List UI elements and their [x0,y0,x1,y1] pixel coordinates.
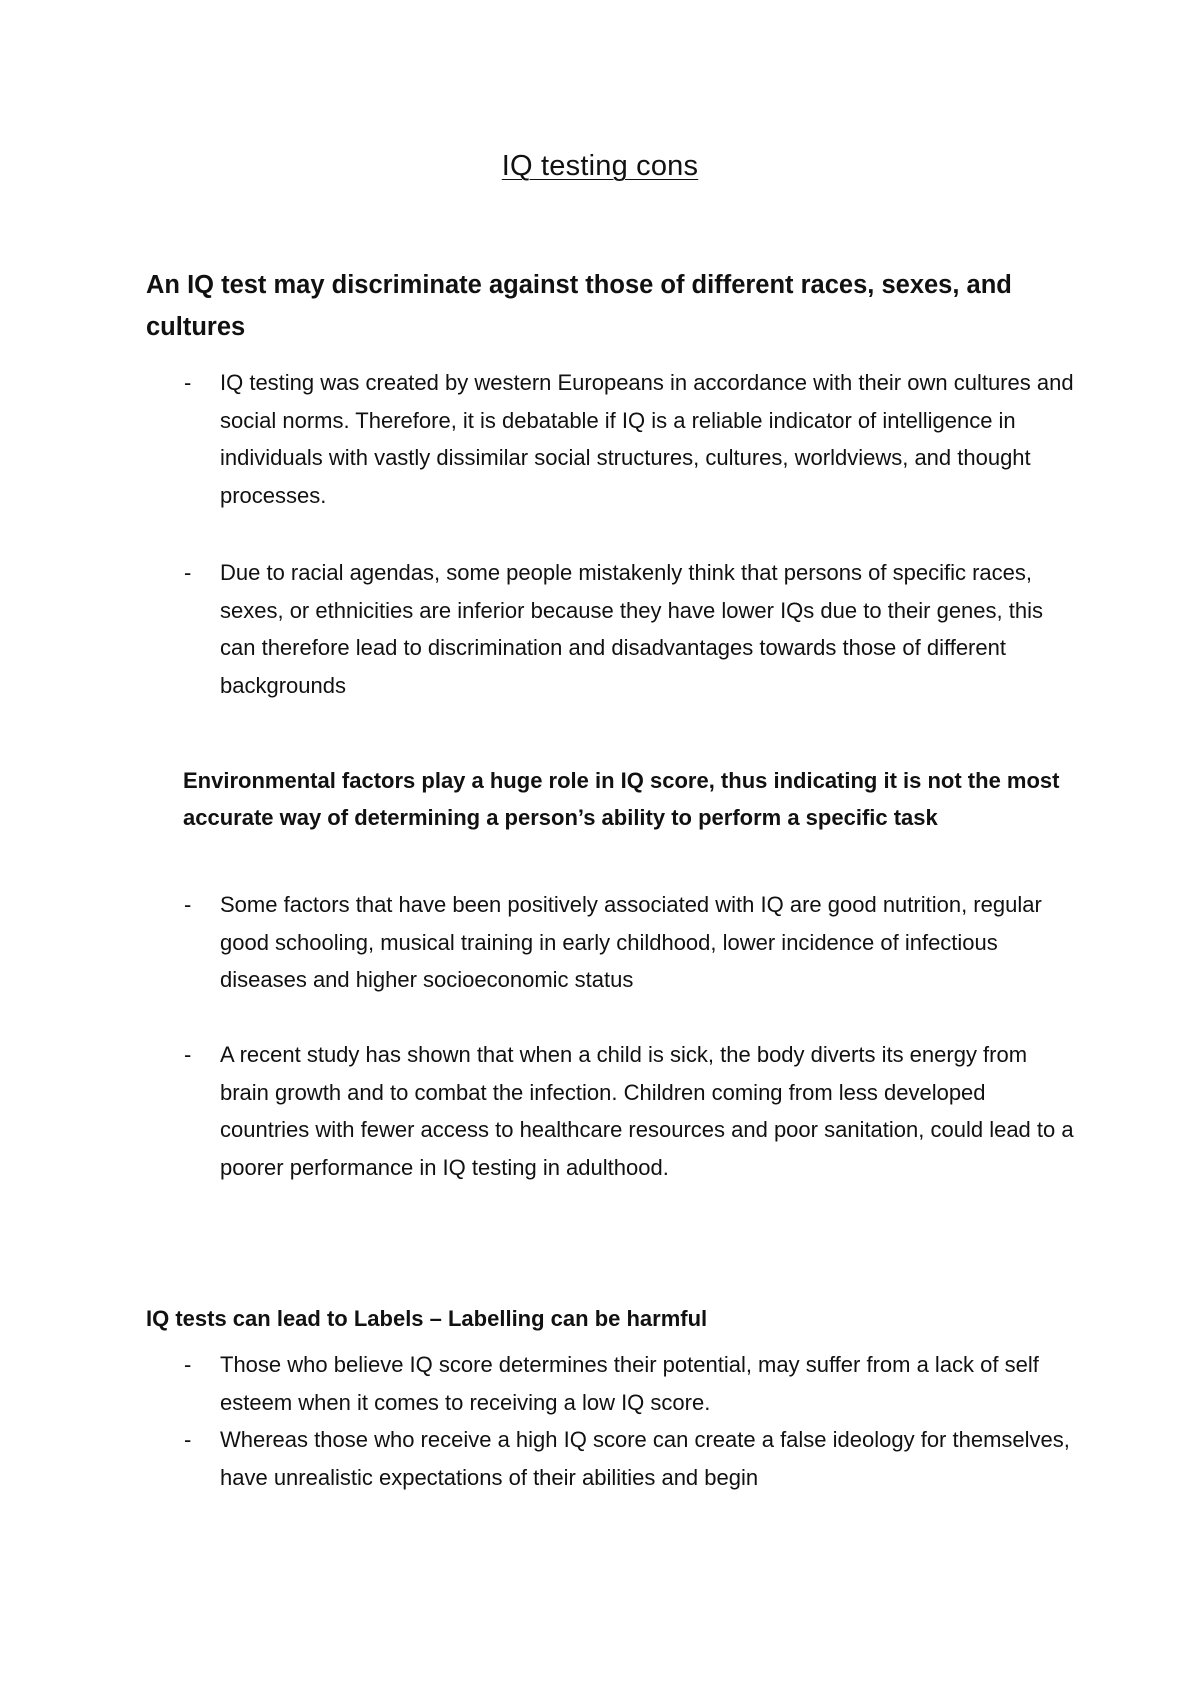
bullet-dash: - [184,892,192,917]
list-item-text: Due to racial agendas, some people mistakenly think that persons of specific races, sexes, or ethnicities are inferior because they have lower IQs due to their genes, this can therefore lead to discrimination and disadvantages towards those of different backgrounds [220,560,1043,698]
section-heading-discrimination: An IQ test may discriminate against those of different races, sexes, and cultures [146,271,1012,341]
list-item [184,554,1084,704]
section-heading-labels: IQ tests can lead to Labels – Labelling can be harmful [146,1306,708,1331]
list-item-text: Some factors that have been positively associated with IQ are good nutrition, regular good schooling, musical training in early childhood, lower incidence of infectious diseases and higher socioeconomic status [220,892,1042,992]
section-heading-environmental-factors: Environmental factors play a huge role in IQ score, thus indicating it is not the most accurate way of determining a person’s ability to perform a specific task [183,768,1060,830]
list-item [184,1421,1084,1496]
list-item [184,1036,1084,1186]
list-item-text: A recent study has shown that when a child is sick, the body diverts its energy from brain growth and to combat the infection. Children coming from less developed countries with fewer access to healthcare resources and poor sanitation, could lead to a poorer performance in IQ testing in adulthood. [220,1042,1074,1180]
bullet-dash: - [184,1427,192,1452]
list-item [184,886,1084,999]
bullet-dash: - [184,1042,192,1067]
bullet-dash: - [184,1352,192,1377]
list-item-text: IQ testing was created by western Europeans in accordance with their own cultures and social norms. Therefore, it is debatable if IQ is a reliable indicator of intelligence in individuals with vastly dissimilar social structures, cultures, worldviews, and thought processes. [220,370,1074,508]
list-item-text: Whereas those who receive a high IQ score can create a false ideology for themselves, have unrealistic expectations of their abilities and begin [220,1427,1070,1490]
list-item-text: Those who believe IQ score determines their potential, may suffer from a lack of self esteem when it comes to receiving a low IQ score. [220,1352,1039,1415]
list-item [184,364,1084,514]
page-title: IQ testing cons [501,150,699,182]
bullet-dash: - [184,560,192,585]
bullet-dash: - [184,370,192,395]
list-item [184,1346,1084,1421]
